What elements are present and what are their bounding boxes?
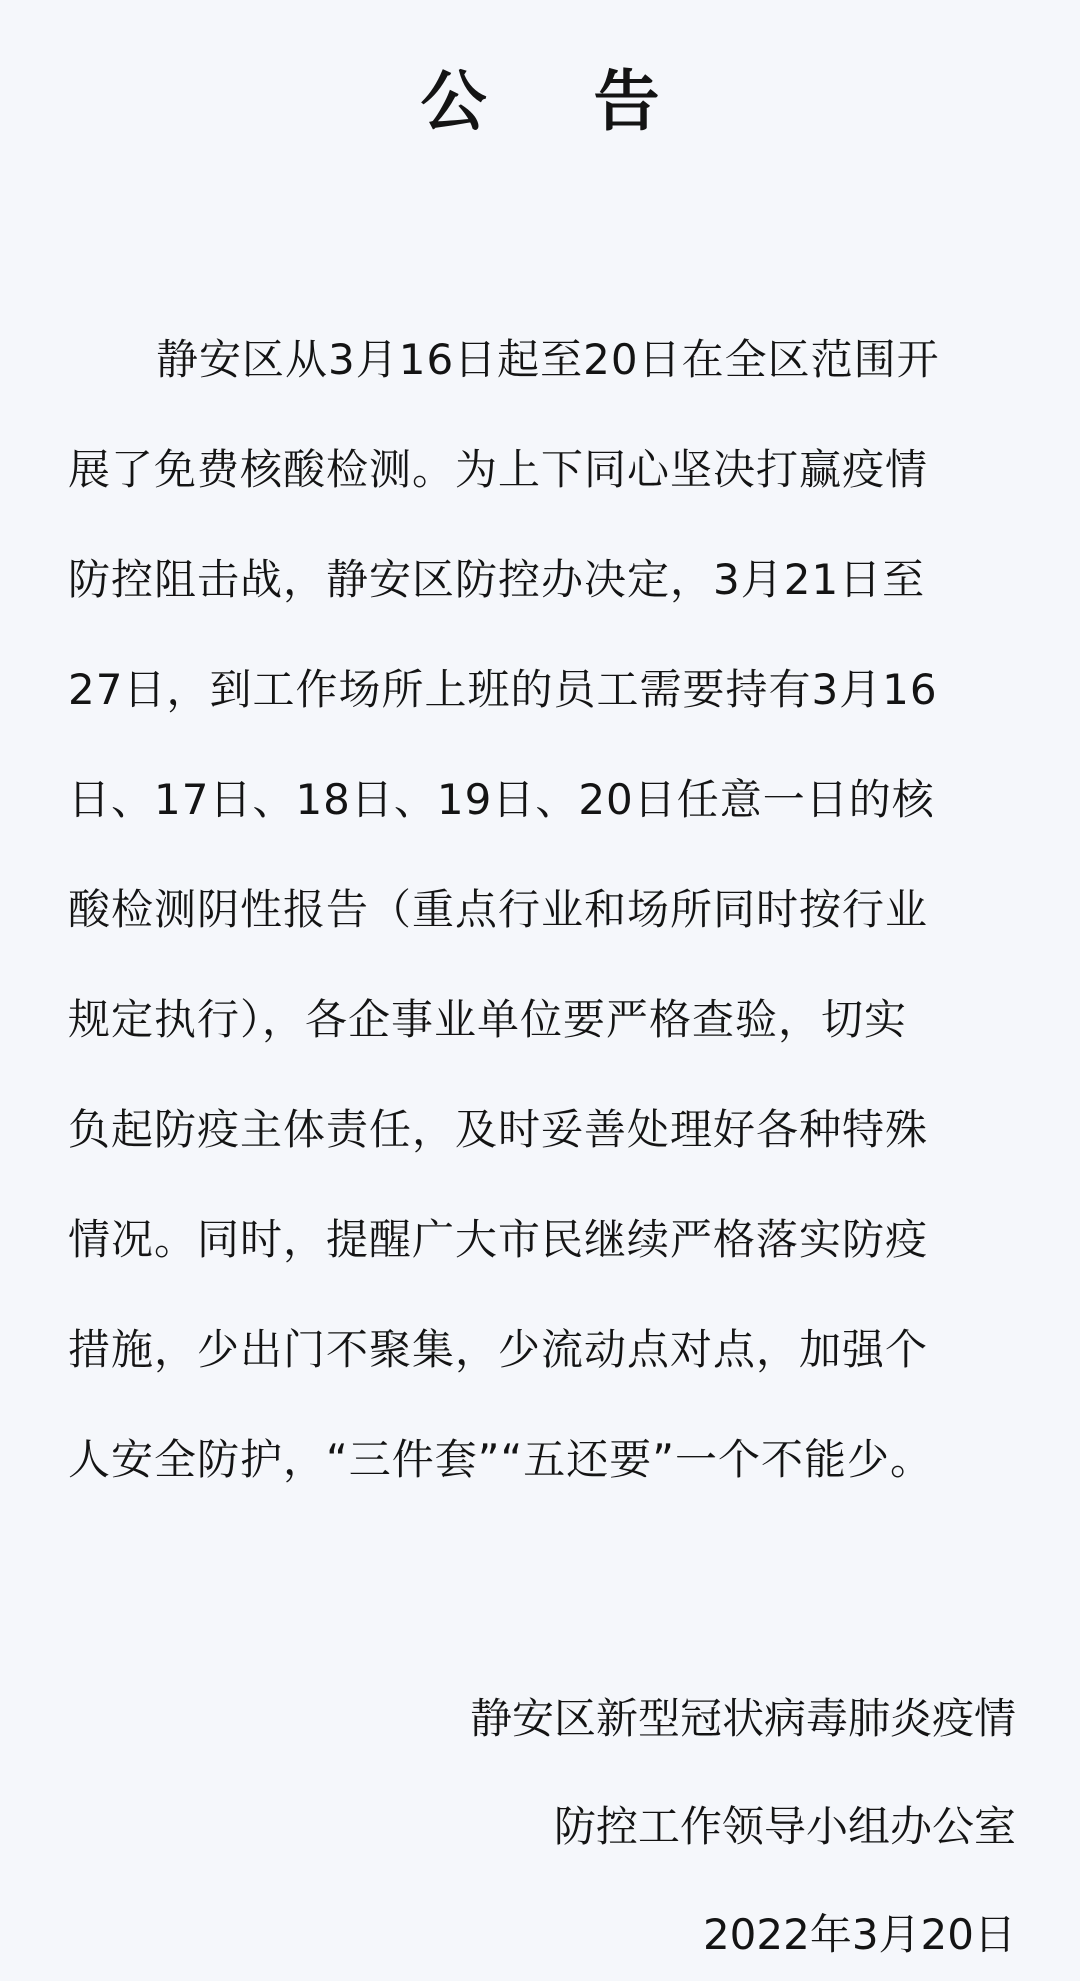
- signature-org-line-2: 防控工作领导小组办公室: [553, 1802, 1016, 1851]
- body-line-1: 静安区从3月16日起至20日在全区范围开: [156, 335, 940, 384]
- body-line-10: 措施，少出门不聚集，少流动点对点，加强个: [68, 1325, 929, 1374]
- body-line-6: 酸检测阴性报告（重点行业和场所同时按行业: [68, 885, 929, 934]
- body-line-3: 防控阻击战，静安区防控办决定，3月21日至: [68, 555, 926, 604]
- body-line-7: 规定执行），各企事业单位要严格查验，切实: [68, 995, 908, 1044]
- signature-block: [316, 1665, 1016, 1981]
- body-line-8: 负起防疫主体责任，及时妥善处理好各种特殊: [68, 1105, 929, 1154]
- body-line-9: 情况。同时，提醒广大市民继续严格落实防疫: [68, 1215, 929, 1264]
- body-line-4: 27日，到工作场所上班的员工需要持有3月16: [68, 665, 938, 714]
- signature-date: 2022年3月20日: [702, 1910, 1016, 1959]
- signature-org-line-1: 静安区新型冠状病毒肺炎疫情: [469, 1694, 1016, 1743]
- body-line-2: 展了免费核酸检测。为上下同心坚决打赢疫情: [68, 445, 929, 494]
- notice-title: 公 告: [420, 63, 702, 140]
- notice-body: [68, 305, 1018, 1515]
- body-line-5: 日、17日、18日、19日、20日任意一日的核: [68, 775, 935, 824]
- body-line-11: 人安全防护，“三件套”“五还要”一个不能少。: [68, 1435, 934, 1484]
